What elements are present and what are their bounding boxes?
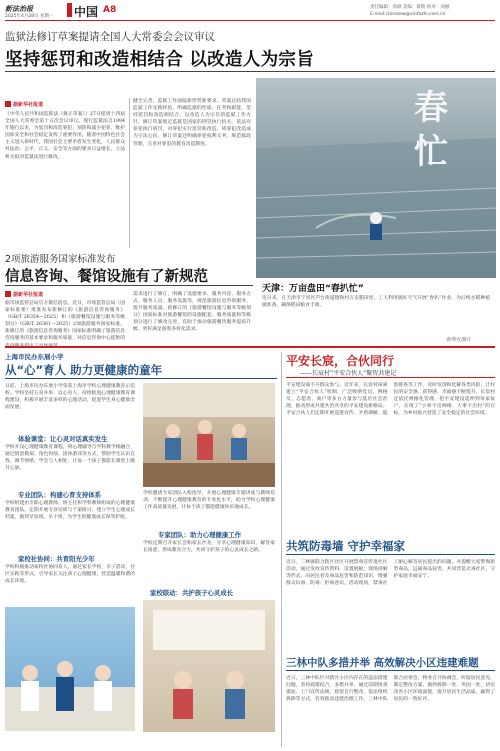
story5-headline: 共筑防毒墙 守护幸福家 <box>286 539 406 553</box>
story3-para-4b: 学校定期召开家长会和家长沙龙，分享心理健康知识，解答家长困惑，形成教育合力，共同守护孩子的心灵成长之路。 <box>143 541 275 554</box>
story6-headline: 三林中队多措并举 高效解决小区违建难题 <box>286 657 479 669</box>
story4-rule <box>286 377 495 378</box>
masthead-logo: 新法治报 <box>5 4 33 13</box>
photo-scene <box>256 78 496 278</box>
story3-para-2: 学校组建由专职心理教师、班主任和学科教师组成的心理健康教育团队，定期开展专业培训与个案研讨，建立学生心理成长档案，做到早发现、早干预，为学生的健康成长保驾护航。 <box>5 501 135 521</box>
workshop-scene <box>143 600 275 732</box>
story5-body: 近日，三林镇联合辖区社区开展禁毒宣传进社区活动，通过发放宣传资料、设置展板、现场讲解等形式，向居民普及毒品危害和防范知识，增强群众识毒、防毒、拒毒意识。活动现场，禁毒社工耐心解答居民提出的问题，并提醒大家警惕新型毒品，远离毒品侵害，共同营造无毒社区，守护家庭幸福安宁。 <box>286 560 495 587</box>
header-rule <box>5 20 495 21</box>
story1-col2: 健全完善，监狱工作面临新形势新要求。草案总结我国监狱工作实践经验，明确监狱的性质、任务和职能，坚持惩罚和改造相结合、以改造人为宗旨的监狱工作方针。修订草案规定监狱是国家的刑罚执行机关，依法对罪犯执行刑罚，对罪犯实行惩罚和改造，将罪犯改造成为守法公民。修订草案还明确罪犯权利义务，规范狱政管理，完善对罪犯的教育改造制度。 <box>133 99 251 147</box>
story3-subhead-3: 家校社协同：共育阳光少年 <box>18 555 95 563</box>
story6-rule <box>286 670 495 671</box>
editor-credits: 责任编辑：俞鼎 美编：蔡蔚 校对：刘丽 <box>370 5 450 10</box>
story4-subheadline: ——长宸村“平安合伙人”聚智共建记 <box>300 370 397 377</box>
story1-source-tag: 据新华社报道 <box>5 101 43 108</box>
story3-rule <box>5 378 277 379</box>
story1-headline: 坚持惩罚和改造相结合 以改造人为宗旨 <box>5 50 314 70</box>
classroom-scene <box>143 383 275 487</box>
page-number: A8 <box>103 5 117 15</box>
story1-kicker: 监狱法修订草案提请全国人大常委会会议审议 <box>5 31 215 43</box>
story2-kicker: 2项旅游服务国家标准发布 <box>5 254 116 265</box>
story3-para-4: 学校邀请专家团队入校指导，开展心理健康专题讲座与教师培训，不断提升心理健康教育的专业化水平，助力学校心理健康工作高质量发展，让每个孩子都能健康快乐地成长。 <box>143 491 275 511</box>
story1-divider <box>129 98 130 248</box>
photo-caption-text: 连日来，在天津市宁河区芦台街道德和村万亩稻田里，工人利用搞好天气开展“春扒”作业，为后续水稻种植做准备，确保稻田粮食丰收。 <box>262 296 490 309</box>
story6-body: 近日，三林中队针对辖区小区内存在的违法搭建问题，坚持疏堵结合、多措并举，通过前期排查摸底、上门宣传法规、督促自行整改、依法组织拆除等方式，有效推动违建治理工作。三林中队联合居委会、物业召开协调会，听取居民意见，制定整改方案，做到拆除一处、巩固一处，切实改善小区环境面貌，提升居民生活品质，赢得了居民的一致好评。 <box>286 676 495 703</box>
story3-para-3: 学校积极推动家校社协同育人，通过家长学校、亲子活动、社区实践等形式，引导家长关注孩子心理健康，营造温暖和谐的成长环境。 <box>5 565 135 585</box>
photo-fields <box>256 78 496 278</box>
issue-date: 2025年4月28日 星期一 <box>5 14 54 19</box>
story3-subhead-5: 家校联动：共护孩子心灵成长 <box>150 589 234 597</box>
story2-rule <box>5 285 253 286</box>
lower-divider <box>281 352 282 747</box>
story2-col2: 需求进行了修订，明确了设施要求、服务内容、服务方式、服务人员、服务设施等，规范旅游信息咨询服务，提升服务质量。新修订的《旅游餐馆设施与服务等级划分》国家标准对旅游餐馆的设施配套、服务质量和等级划分进行了修改完善，有助于推动旅游餐饮服务提质升级，更好满足游客多样化需求。 <box>133 292 251 333</box>
photo-calligraphy: 春忙 <box>414 88 448 172</box>
photo-caption-title: 天津：万亩盘田“春扒忙” <box>262 284 364 294</box>
story3-para-1: 学校开设心理健康教育课程，将心理辅导与学科教学相融合，通过情景模拟、角色扮演、团体游戏等方式，帮助学生认识自我、调节情绪、学会与人相处，让每一个孩子都能在课堂上敞开心扉。 <box>5 445 135 472</box>
story3-headline: 从“心”育人 助力更健康的童年 <box>5 363 163 377</box>
story1-col1: 《中华人民共和国监狱法（修正草案）》27日提请十四届全国人大常委会第十五次会议审议。现行监狱法自1994年施行以来，为惩罚和改造罪犯、预防和减少犯罪、维护国家安全和社会稳定发挥了重要作用。随着中国特色社会主义进入新时代，我国社会主要矛盾发生变化，人民群众对法治、公平、正义、安全等方面的要求日益增长，立法机关拟对监狱法进行修改。 <box>5 112 125 160</box>
story3-subhead-4: 专家团队：助力心理健康工作 <box>158 531 242 539</box>
story4-body: 平安建设离不开群众参与。近年来，长宸村探索建立“平安合伙人”机制，广泛吸纳党员、网格员、志愿者、商户等多方力量参与基层社会治理，推动形成共建共治共享的平安建设新格局。平安合伙人们定期开展巡逻宣传、矛盾调解、隐患排查等工作，及时发现和化解各类风险，让村民的安全感、获得感、幸福感不断提升。长宸村还依托网格化管理，把平安建设延伸到每家每户，实现了“小事不出网格、大事不出村”的目标，为乡村振兴营造了安全稳定的社会环境。 <box>286 383 495 417</box>
story4-headline: 平安长宸，合伙同行 <box>286 354 395 368</box>
story3-photo <box>143 383 275 487</box>
section-icon <box>67 3 72 17</box>
story2-headline: 信息咨询、餐馆设施有了新规范 <box>5 269 208 285</box>
story1-rule <box>5 71 495 72</box>
story3-kicker: 上海市民办东展小学 <box>5 353 64 361</box>
activity-scene <box>5 607 135 731</box>
photo-credit: 新华社图片 <box>446 337 472 343</box>
story3-subhead-1: 体验课堂：让心灵对话真实发生 <box>18 435 108 443</box>
story5-rule <box>286 554 495 555</box>
story3-photo-2 <box>5 607 135 731</box>
story2-source-tag: 据新华社报道 <box>5 291 43 298</box>
mid-page-rule <box>5 346 495 348</box>
section-name: 中国 <box>74 5 99 19</box>
story3-subhead-2: 专业团队：构建心育支持体系 <box>18 491 102 499</box>
editor-email: E-mail:chinalaw@xinfazhi.com.cn <box>370 12 446 17</box>
story3-photo-3 <box>143 600 275 732</box>
story3-intro: 日前，上海市民办东展小学荣获上海市学校心理健康教育示范校。学校坚持五育并举，以心育人，持续推进心理健康教育课程建设，积极开展丰富多样的心理活动，促进学生身心健康全面发展。 <box>5 384 135 411</box>
story2-col1: 据市场监管总局官方微信消息，近日，市场监管总局（国家标准委）批准发布新修订的《旅游信息咨询服务》（GB/T 26354—2025）和《旅游餐馆设施与服务等级划分》（GB/T 26361—2025）2项旅游服务国家标准。新修订的《旅游信息咨询服务》国家标准明确了旅游信息咨询服务的基本要求和服务质量，对信息咨询中心提供的 <box>5 301 125 342</box>
